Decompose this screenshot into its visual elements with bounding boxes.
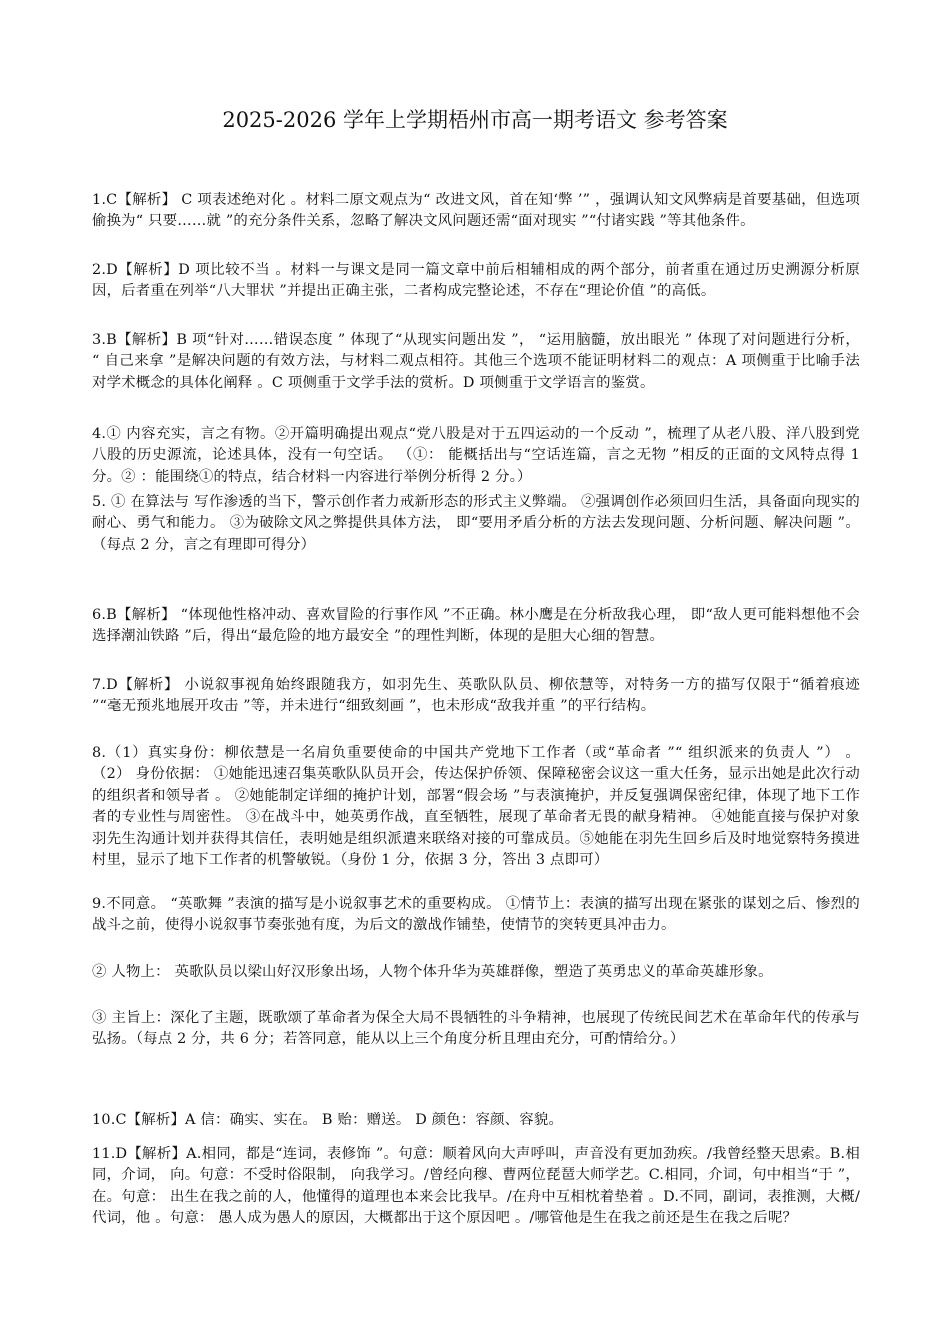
answer-7: 7.D【解析】 小说叙事视角始终跟随我方，如羽先生、英歌队队员、柳依慧等，对特务一方的描写仅限于“循着痕迹 ”“毫无预兆地展开攻击 ”等，并未进行“细致刻画 ”，也未形成“敌我并重 ”的平行结构。 (92, 677, 860, 715)
answer-9: 9.不同意。 “英歌舞 ”表演的描写是小说叙事艺术的重要构成。 ①情节上：表演的描写出现在紧张的谋划之后、惨烈的战斗之前，使得小说叙事节奏张弛有度，为后文的激战作铺垫，使情节的突转更具冲击力。 (92, 896, 860, 934)
answer-8: 8.（1）真实身份：柳依慧是一名肩负重要使命的中国共产党地下工作者（或“革命者 ”“ 组织派来的负责人 ”） 。 （2） 身份依据： ①她能迅速召集英歌队队员开会，传达保护侨领、保障秘密会议这一重大任务，显示出她是此次行动的组织者和领导者 。 ②她能制定详细的掩护计划，部署“假会场 ”与表演掩护，并反复强调保密纪律，体现了地下工作者的专业性与周密性。 ③在战斗中，她英勇作战，直至牺牲，展现了革命者无畏的献身精神。 ④她能直接与保护对象羽先生沟通计划并获得其信任，表明她是组织派遣来联络对接的可靠成员。⑤她能在羽先生回乡后及时地觉察特务摸进村里，显示了地下工作者的机警敏锐。（身份 1 分，依据 3 分，答出 3 点即可） (92, 745, 860, 869)
page-title: 2025-2026 学年上学期梧州市高一期考语文 参考答案 (222, 108, 728, 132)
answer-9-part-3: ③ 主旨上：深化了主题，既歌颂了革命者为保全大局不畏牺牲的斗争精神，也展现了传统民间艺术在革命年代的传承与弘扬。（每点 2 分，共 6 分；若答同意，能从以上三个角度分析且理由充分，可酌情给分。） (92, 1010, 860, 1048)
answer-1: 1.C【解析】 C 项表述绝对化 。材料二原文观点为“ 改进文风，首在知‘弊 ’” ，强调认知文风弊病是首要基础，但选项偷换为“ 只要……就 ”的充分条件关系，忽略了解决文风问题还需“面对现实 ”“付诸实践 ”等其他条件。 (92, 192, 860, 230)
answer-3: 3.B【解析】B 项“针对……错误态度 ” 体现了“从现实问题出发 ”， “运用脑髓，放出眼光 ” 体现了对问题进行分析， “ 自己来拿 ”是解决问题的有效方法，与材料二观点相符。其他三个选项不能证明材料二的观点：A 项侧重于比喻手法对学术概念的具体化阐释 。C 项侧重于文学手法的赏析。D 项侧重于文学语言的鉴赏。 (92, 332, 860, 391)
answer-5: 5. ① 在算法与 写作渗透的当下，警示创作者力戒新形态的形式主义弊端。 ②强调创作必须回归生活，具备面向现实的耐心、勇气和能力。 ③为破除文风之弊提供具体方法， 即“要用矛盾分析的方法去发现问题、分析问题、解决问题 ”。（每点 2 分，言之有理即可得分） (92, 494, 860, 553)
answer-11: 11.D【解析】A.相同，都是“连词，表修饰 ”。句意：顺着风向大声呼叫，声音没有更加劲疾。/我曾经整天思索。B.相同，介词， 向。句意：不受时俗限制， 向我学习。/曾经向穆、曹两位琵琶大师学艺。C.相同，介词，句中相当“于 ”，在。句意： 出生在我之前的人，他懂得的道理也本来会比我早。/在舟中互相枕着垫着 。D.不同，副词，表推测，大概/代词，他 。句意： 愚人成为愚人的原因，大概都出于这个原因吧 。/哪管他是生在我之前还是生在我之后呢？ (92, 1146, 860, 1227)
answer-10: 10.C【解析】A 信：确实、实在。 B 贻：赠送。 D 颜色：容颜、容貌。 (92, 1112, 564, 1128)
answer-4: 4.① 内容充实，言之有物。②开篇明确提出观点“党八股是对于五四运动的一个反动 ”，梳理了从老八股、洋八股到党八股的历史源流，论述具体，没有一句空话。 （①： 能概括出与“空话连篇，言之无物 ”相反的正面的文风特点得 1 分。② ：能围绕①的特点，结合材料一内容进行举例分析得 2 分。） (92, 426, 860, 485)
answer-6: 6.B【解析】 “体现他性格冲动、喜欢冒险的行事作风 ”不正确。林小鹰是在分析敌我心理， 即“敌人更可能料想他不会选择潮汕铁路 ”后，得出“最危险的地方最安全 ”的理性判断，体现的是胆大心细的智慧。 (92, 607, 860, 645)
answer-9-part-2: ② 人物上： 英歌队员以梁山好汉形象出场，人物个体升华为英雄群像，塑造了英勇忠义的革命英雄形象。 (92, 964, 773, 980)
answer-2: 2.D【解析】D 项比较不当 。材料一与课文是同一篇文章中前后相辅相成的两个部分，前者重在通过历史溯源分析原因，后者重在列举“八大罪状 ”并提出正确主张，二者构成完整论述，不存在“理论价值 ”的高低。 (92, 262, 860, 300)
